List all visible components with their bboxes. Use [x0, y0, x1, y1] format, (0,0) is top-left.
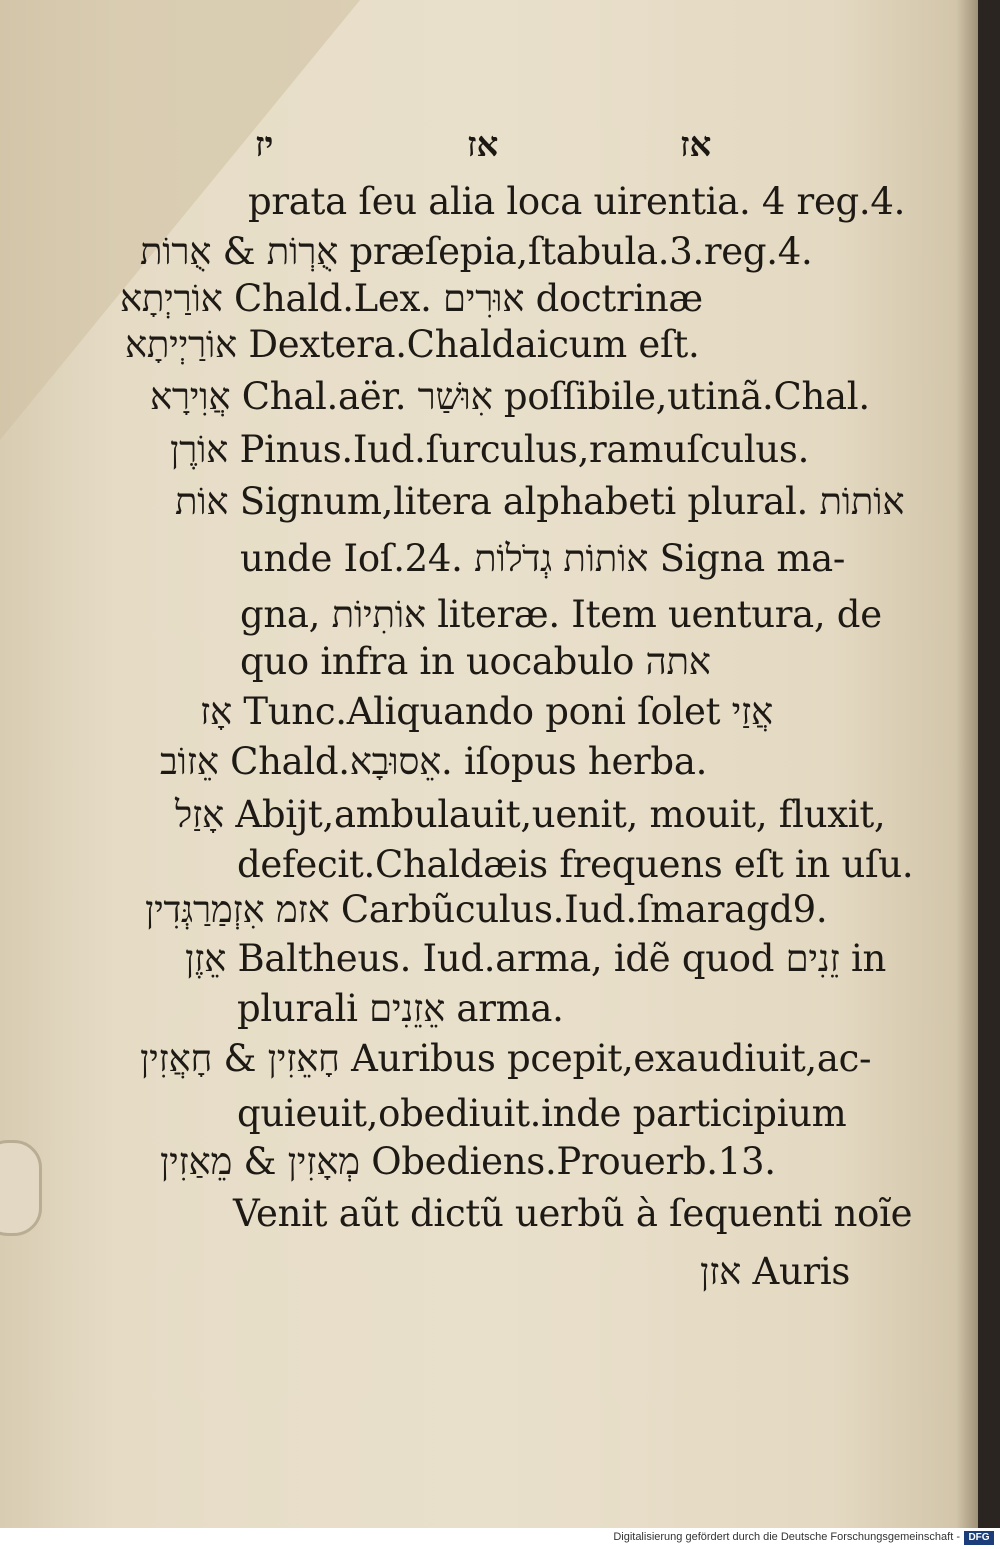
text-line: defecit.Chaldæis frequens eſt in uſu.: [237, 843, 914, 886]
text-line: אוֹרַיְתָא Chald.Lex. אוּרִים doctrinæ: [120, 277, 703, 320]
text-line: quo infra in uocabulo אתה: [240, 640, 711, 683]
text-line: אֲוִירָא Chal.aër. אִוּשַׁר poſſibile,utinã.Chal.: [150, 375, 870, 418]
text-line: אוֹרֶן Pinus.Iud.ſurculus,ramuſculus.: [170, 428, 810, 471]
binding-hole: [0, 1140, 42, 1236]
page-edge-shadow: [956, 0, 978, 1528]
running-header: [255, 125, 735, 175]
text-line: Venit aũt dictũ uerbũ à ſequenti noĩe: [233, 1192, 913, 1235]
text-line: אָזַל Abijt,ambulauit,uenit, mouit, fluxit,: [175, 793, 886, 836]
text-line: prata ſeu alia loca uirentia. 4 reg.4.: [248, 180, 906, 223]
header-center-word: אז: [467, 125, 499, 165]
header-right-word: אז: [680, 125, 712, 165]
text-line: אזמ אִזְמַרַגְּדִין Carbũculus.Iud.ſmaragd9.: [145, 888, 828, 931]
text-line: אוֹרַיְיתָא Dexterа.Chaldaicum eſt.: [125, 323, 700, 366]
text-line: plurali אֵזֵנִים arma.: [237, 987, 564, 1030]
catchword-line: אזן Auris: [700, 1250, 851, 1293]
text-line: אֵזוֹב Chald.אֵסוּבָא. iſopus herba.: [160, 740, 708, 783]
text-line: חָאֵזִין & חָאֲזִין Auribus pcepit,exaudiuit,ac-: [140, 1037, 872, 1080]
text-line: unde Ioſ.24. אוֹתוֹת גְדֹלוֹת Signa ma-: [240, 537, 846, 580]
text-line: מְאָזִין & מֵאַזִין Obediens.Prouerb.13.: [160, 1140, 776, 1183]
digitization-footer: [0, 1528, 1000, 1549]
header-folio: יז: [255, 125, 274, 165]
dfg-logo: DFG: [964, 1531, 994, 1545]
footer-credit: Digitalisierung gefördert durch die Deutsche Forschungsgemeinschaft -: [613, 1531, 960, 1543]
text-line: אָז Tunc.Aliquando poni ſolet אֲזַי: [200, 690, 773, 733]
text-line: אֻרְוֹת & אֻרוֹת præſepia,ſtabula.3.reg.4.: [140, 230, 813, 273]
text-line: אוֹת Signum,litera alphabeti plural. אוֹתוֹת: [175, 480, 905, 523]
text-line: אֵזֶן Baltheus. Iud.arma, idẽ quod זֵנִים in: [185, 937, 887, 980]
text-line: gna, אוֹתִיוֹת literæ. Item uentura, de: [240, 593, 882, 636]
text-line: quieuit,obediuit.inde participium: [237, 1092, 847, 1135]
